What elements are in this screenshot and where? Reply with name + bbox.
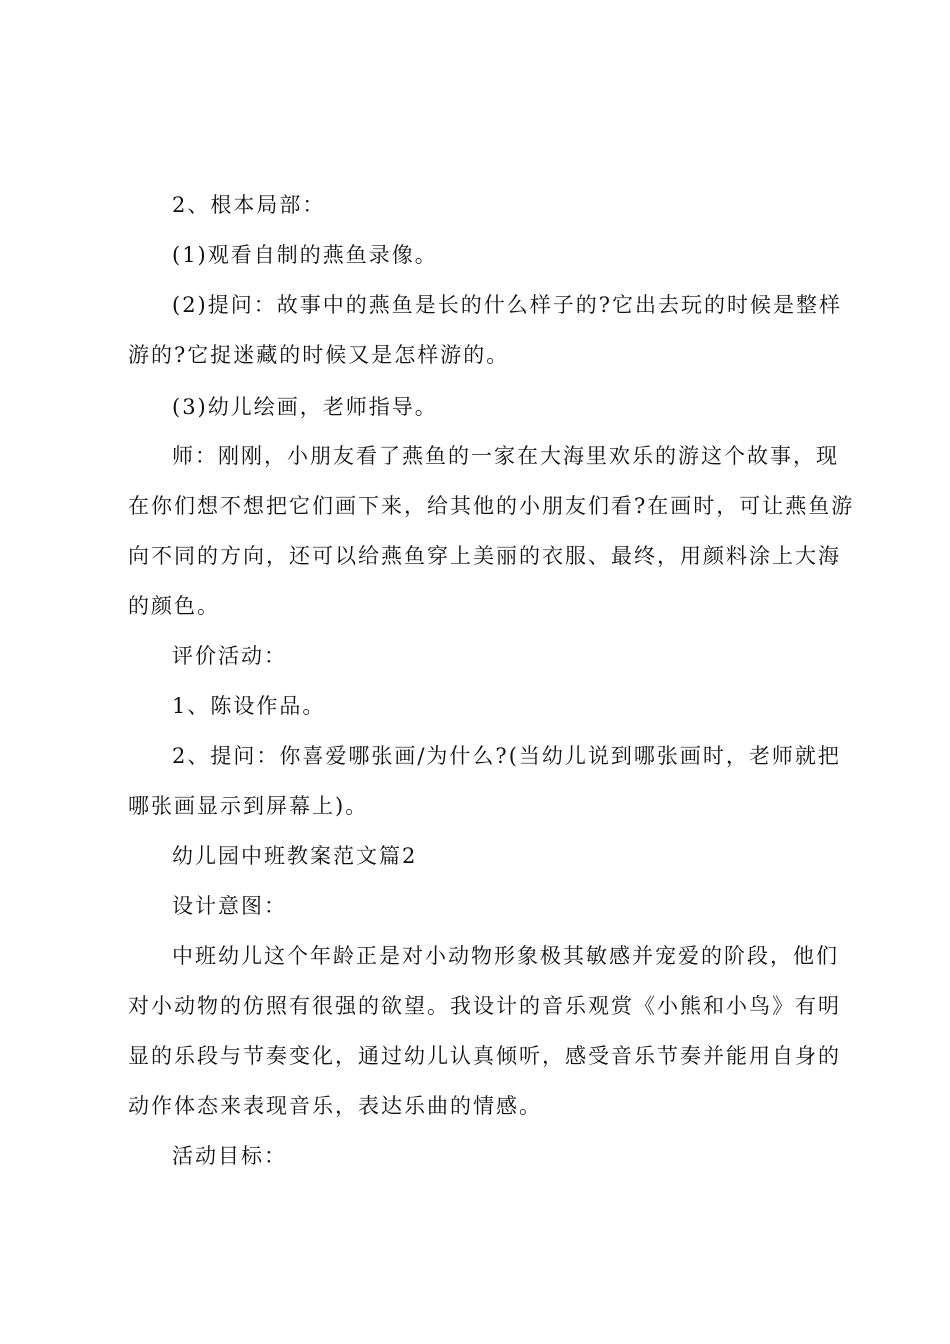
paragraph-line: 显的乐段与节奏变化，通过幼儿认真倾听，感受音乐节奏并能用自身的: [128, 1044, 841, 1068]
paragraph-line: 在你们想不想把它们画下来，给其他的小朋友们看?在画时，可让燕鱼游: [128, 494, 855, 518]
section-heading: 活动目标：: [172, 1144, 287, 1168]
paragraph-line: 哪张画显示到屏幕上)。: [128, 794, 369, 818]
step-item: (2)提问：故事中的燕鱼是长的什么样子的?它出去玩的时候是整样: [172, 293, 843, 317]
section-heading: 评价活动：: [172, 644, 287, 668]
section-heading: 2、根本局部：: [172, 193, 326, 217]
step-item: 2、提问：你喜爱哪张画/为什么?(当幼儿说到哪张画时，老师就把: [172, 744, 841, 768]
step-item: (1)观看自制的燕鱼录像。: [172, 243, 438, 267]
paragraph-line: 对小动物的仿照有很强的欲望。我设计的音乐观赏《小熊和小鸟》有明: [128, 994, 841, 1018]
section-heading: 设计意图：: [172, 894, 287, 918]
paragraph-line: 师：刚刚，小朋友看了燕鱼的一家在大海里欢乐的游这个故事，现: [172, 444, 839, 468]
paragraph-line: 游的?它捉迷藏的时候又是怎样游的。: [128, 343, 510, 367]
paragraph-line: 中班幼儿这个年龄正是对小动物形象极其敏感并宠爱的阶段，他们: [172, 944, 839, 968]
article-title: 幼儿园中班教案范文篇2: [172, 844, 418, 868]
paragraph-line: 向不同的方向，还可以给燕鱼穿上美丽的衣服、最终，用颜料涂上大海: [128, 544, 841, 568]
paragraph-line: 动作体态来表现音乐，表达乐曲的情感。: [128, 1094, 542, 1118]
paragraph-line: 的颜色。: [128, 594, 220, 618]
step-item: 1、陈设作品。: [172, 694, 326, 718]
step-item: (3)幼儿绘画，老师指导。: [172, 395, 438, 419]
